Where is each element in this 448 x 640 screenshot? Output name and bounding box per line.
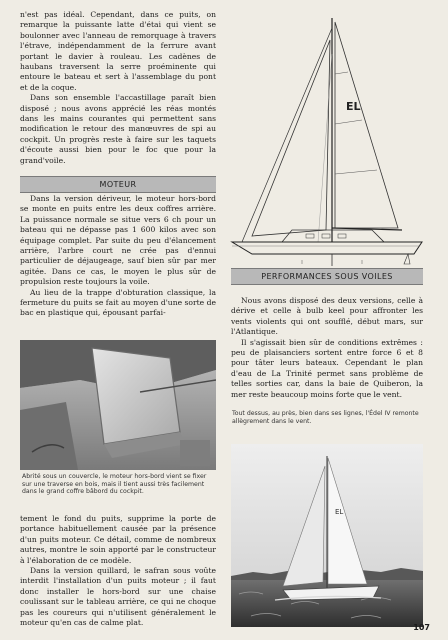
cockpit-photo-caption: Abrité sous un couvercle, le moteur hors-bord vient se fixer sur une traverse en bois, mais il tient aussi très facilement dans le grand coffre bâbord du cockpit. [22,473,207,496]
sailing-photo-caption: Tout dessus, au près, bien dans ses lignes, l'Édel IV remonte allègrement dans le vent. [232,410,419,425]
left-column-top-text [20,10,216,170]
paragraph: tement le fond du puits, supprime la porte de portance habituellement causée par la présence d'un puits moteur. Ce détail, comme de nombreux autres, montre le soin apporté par le constructeur à l'élaboration de ce modèle. [20,514,216,565]
left-column-bottom-text [20,514,216,626]
sail-plan-drawing [222,14,430,270]
sailing-photo [231,444,423,627]
sailing-photo-image [231,444,423,627]
right-column-text [231,296,423,410]
left-column-middle-text [20,194,216,334]
paragraph: Au lieu de la trappe d'obturation classique, la fermeture du puits se fait au moyen d'une sorte de bac en plastique qui, épousant parfai- [20,287,216,318]
sail-plan-diagram [222,14,430,270]
cockpit-photo-image [20,340,216,470]
sail-insignia: EL [346,100,361,113]
paragraph: Nous avons disposé des deux versions, celle à dérive et celle à bulb keel pour affronter les vents violents qui ont soufflé, début mars, sur l'Atlantique. [231,296,423,337]
paragraph: Dans la version dériveur, le moteur hors-bord se monte en puits entre les deux coffres arrière. La puissance normale se situe vers 6 ch pour un bateau qui ne dépasse pas 1 600 kilos avec son équipage complet. Par suite du peu d'élancement arrière, l'arbre court ne crée pas d'ennui particulier de déjaugeage, sauf bien sûr par mer agitée. Dans ce cas, le moyen le plus sûr de propulsion reste toujours la voile. [20,194,216,287]
paragraph: n'est pas idéal. Cependant, dans ce puits, on remarque la puissante latte d'étai qui vient se boulonner avec l'anneau de remorquage à travers l'étrave, indépendamment de la ferrure avant portant le davier à rouleau. Les cadènes de haubans traversent la serre proéminente qui entoure le bateau et sert à l'assemblage du pont et de la coque. [20,10,216,92]
section-header-label: MOTEUR [99,180,137,189]
section-header-label: PERFORMANCES SOUS VOILES [261,272,393,281]
cockpit-photo [20,340,216,470]
paragraph: Dans la version quillard, le safran sous voûte interdit l'installation d'un puits moteur ; il faut donc installer le hors-bord sur une chaise coulissant sur le tableau arrière, ce qui ne choque pas les coureurs qui n'utilisent généralement le moteur qu'en cas de calme plat. [20,566,216,628]
section-header-performances [231,268,423,285]
page-number: 107 [413,623,430,632]
photo-sail-insignia: EL [335,508,344,516]
paragraph: Il s'agissait bien sûr de conditions extrêmes : peu de plaisanciers sortent entre force 6 et 8 pour tâter leurs bateaux. Cependant le plan d'eau de La Trinité permet sans problème de telles sorties car, dans la baie de Quiberon, la mer reste beaucoup moins forte que le vent. [231,337,423,399]
paragraph: Dans son ensemble l'accastillage paraît bien disposé ; nous avons apprécié les réas montés dans les mains courantes qui permettent sans modification le retour des manœuvres de spi au cockpit. Un progrès reste à faire sur les taquets d'écoute aussi bien pour le foc que pour la grand'voile. [20,93,216,165]
section-header-moteur [20,176,216,193]
